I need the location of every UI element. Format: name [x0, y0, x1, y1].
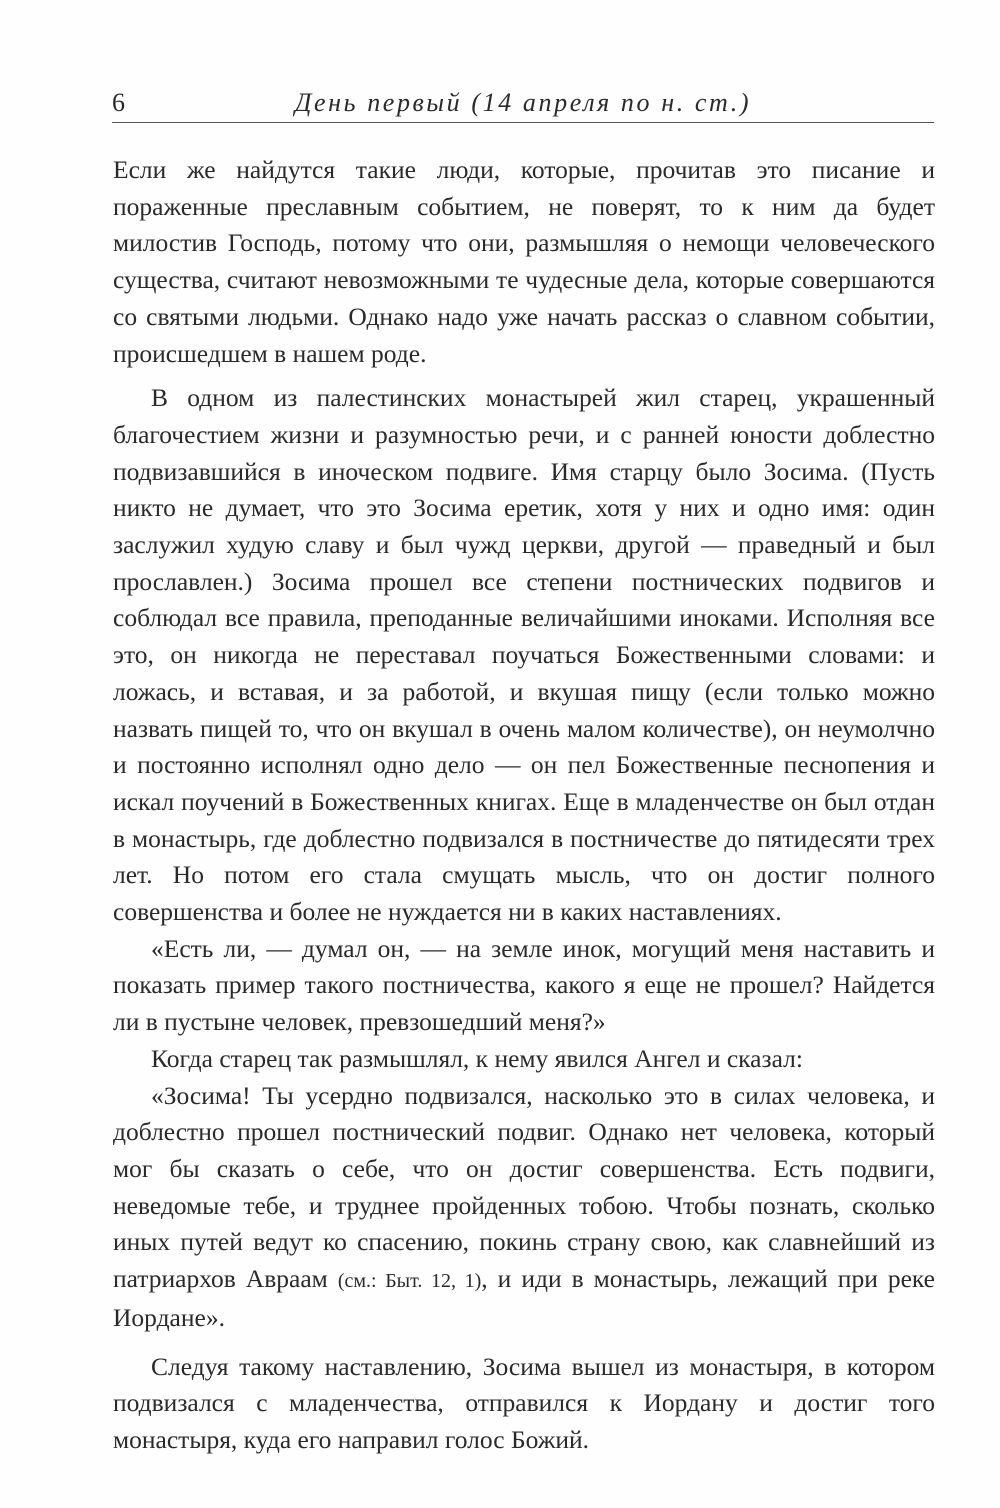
page-number: 6: [112, 88, 125, 117]
angel-speech-text: «Зосима! Ты усердно подвизался, насколько это в силах человека, и доблестно прошел постнический подвиг. Однако нет человека, который мог бы сказать о себе, что он достиг совершенства. Есть подвиги, неведомые тебе, и труднее пройденных тобою. Чтобы познать, сколько иных путей ведут ко спасению, покинь страну свою, как славнейший из патриархов Авраам: [113, 1080, 935, 1294]
running-title: День первый (14 апреля по н. ст.): [294, 88, 752, 117]
paragraph-angel-speech: [113, 1078, 935, 1337]
scripture-reference: (см.: Быт. 12, 1): [337, 1270, 482, 1293]
body-text: [113, 152, 935, 1459]
angel-speech-ending: , и иди в монастырь, лежащий при реке Иордане».: [113, 1264, 935, 1332]
paragraph-zosima: В одном из палестинских монастырей жил старец, украшенный благочестием жизни и разумностью речи, и с ранней юности доблестно подвизавшийся в иноческом подвиге. Имя старцу было Зосима. (Пусть никто не думает, что это Зосима еретик, хотя у них и одно имя: один заслужил худую славу и был чужд церкви, другой — праведный и был прославлен.) Зосима прошел все степени постнических подвигов и соблюдал все правила, преподанные величайшими иноками. Исполняя все это, он никогда не переставал поучаться Божественными словами: и ложась, и вставая, и за работой, и вкушая пищу (если только можно назвать пищей то, что он вкушал в очень малом количестве), он неумолчно и постоянно исполнял одно дело — он пел Божественные песнопения и искал поучений в Божественных книгах. Еще в младенчестве он был отдан в монастырь, где доблестно подвизался в постничестве до пятидесяти трех лет. Но потом его стала смущать мысль, что он достиг полного совершенства и более не нуждается ни в каких наставлениях.: [113, 383, 935, 927]
paragraph-intro: Если же найдутся такие люди, которые, прочитав это писание и пораженные преславным событием, не поверят, то к ним да будет милостив Господь, потому что они, размышляя о немощи человеческого существа, считают невозможными те чудесные дела, которые совершаются со святыми людьми. Однако надо уже начать рассказ о славном событии, происшедшем в нашем роде.: [113, 155, 935, 368]
paragraph-closing: Следуя такому наставлению, Зосима вышел из монастыря, в котором подвизался с младенчества, отправился к Иордану и достиг того монастыря, куда его направил голос Божий.: [113, 1351, 935, 1454]
paragraph-thought: «Есть ли, — думал он, — на земле инок, могущий меня наставить и показать пример такого постничества, какого я еще не прошел? Найдется ли в пустыне человек, превзошедший меня?»: [113, 933, 935, 1037]
running-head: [112, 88, 934, 123]
paragraph-angel-appears: Когда старец так размышлял, к нему явился Ангел и сказал:: [151, 1043, 803, 1073]
